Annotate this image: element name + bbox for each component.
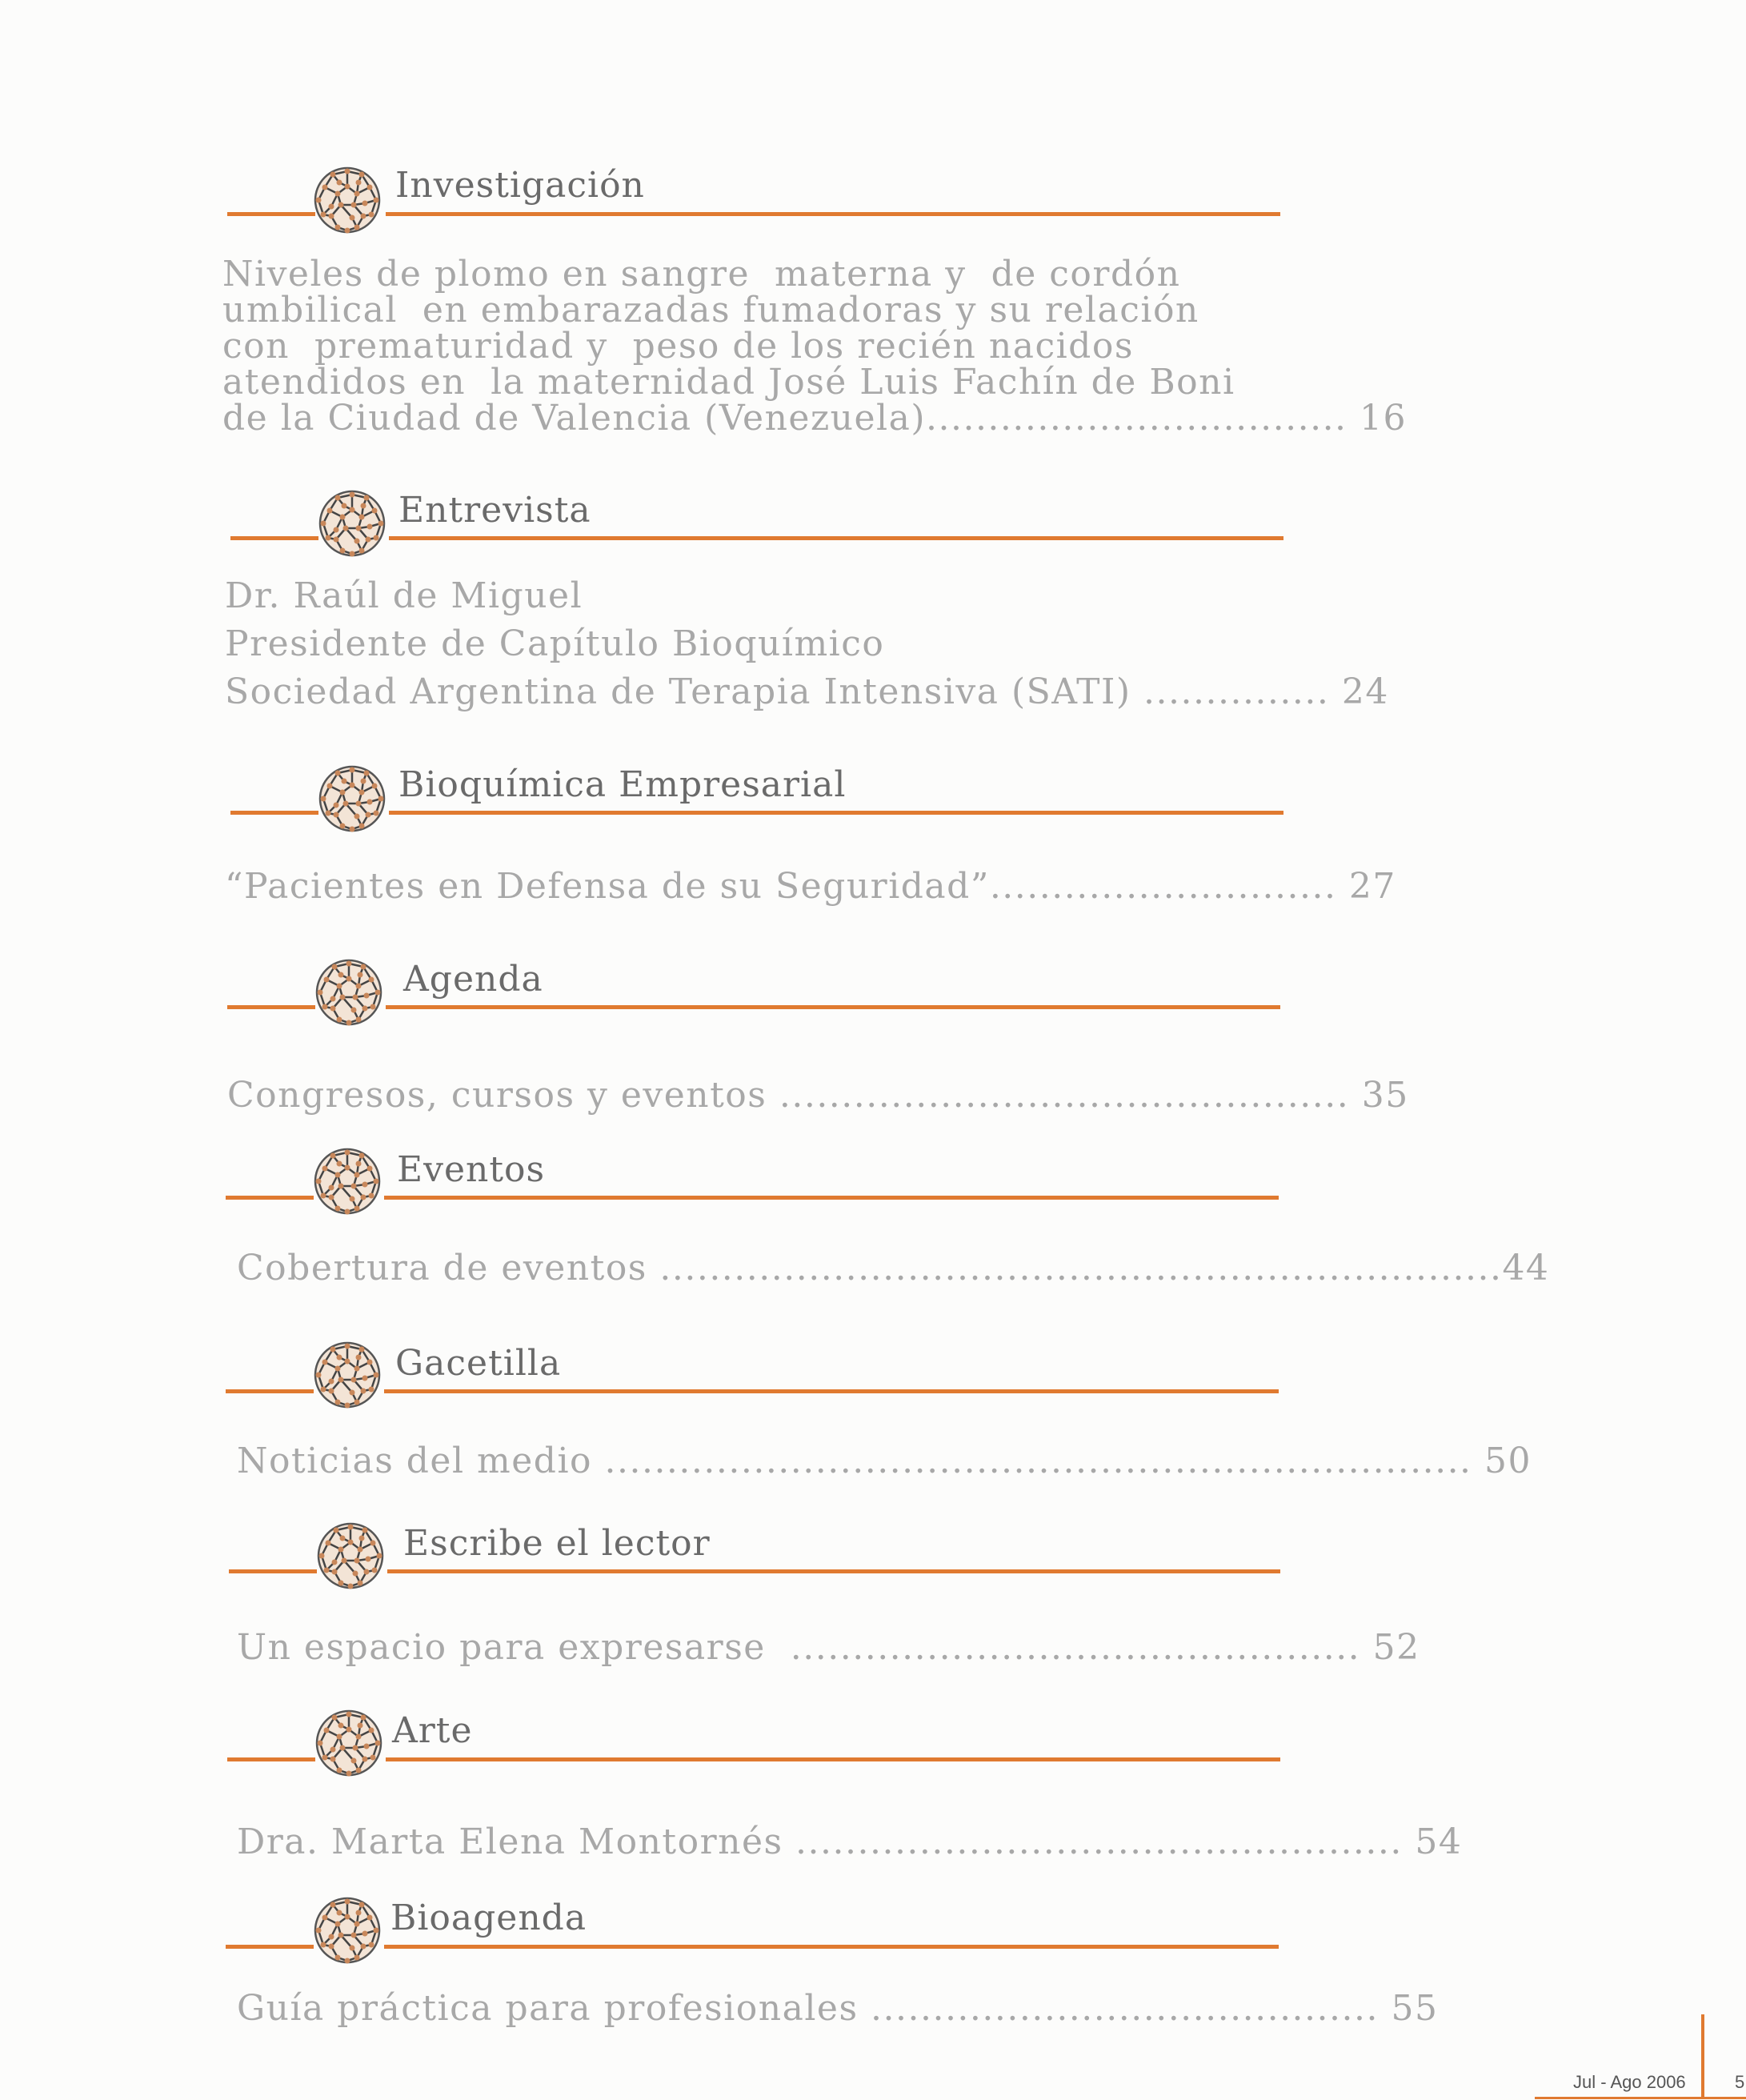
toc-entry-line[interactable]: Cobertura de eventos ....................................................................44 xyxy=(237,1248,1550,1288)
toc-entry-line[interactable]: Presidente de Capítulo Bioquímico xyxy=(225,623,885,664)
toc-entry-line[interactable]: Niveles de plomo en sangre materna y de cordón xyxy=(222,254,1181,295)
toc-entry-line[interactable]: “Pacientes en Defensa de su Seguridad”............................ 27 xyxy=(225,866,1396,907)
section-rule-right xyxy=(386,212,1280,216)
fullerene-molecule-icon xyxy=(317,488,387,559)
fullerene-molecule-icon xyxy=(312,165,382,235)
toc-entry-line[interactable]: Noticias del medio ...................................................................... 50 xyxy=(237,1441,1532,1481)
toc-entry-line[interactable]: Congresos, cursos y eventos .............................................. 35 xyxy=(227,1075,1409,1116)
section-rule-left xyxy=(226,1389,314,1393)
section-rule-right xyxy=(384,1389,1279,1393)
section-heading: Bioagenda xyxy=(390,1898,587,1938)
toc-entry-line[interactable]: Dr. Raúl de Miguel xyxy=(225,575,583,616)
section-rule-left xyxy=(226,1945,314,1949)
section-heading: Gacetilla xyxy=(395,1343,562,1384)
section-rule-left xyxy=(229,1569,317,1573)
section-rule-left xyxy=(227,212,315,216)
section-heading: Entrevista xyxy=(398,490,591,531)
section-rule-right xyxy=(389,811,1283,815)
toc-entry-line[interactable]: con prematuridad y peso de los recién nacidos xyxy=(222,326,1134,367)
section-heading: Eventos xyxy=(397,1149,546,1190)
toc-entry-line[interactable]: Un espacio para expresarse .............................................. 52 xyxy=(237,1627,1420,1668)
fullerene-molecule-icon xyxy=(312,1340,382,1410)
fullerene-molecule-icon xyxy=(314,1708,384,1778)
section-rule-right xyxy=(384,1945,1279,1949)
section-rule-left xyxy=(226,1196,314,1200)
footer-rule-vertical xyxy=(1701,2014,1704,2098)
section-heading: Arte xyxy=(392,1710,473,1751)
section-rule-right xyxy=(389,536,1283,540)
section-rule-left xyxy=(230,811,318,815)
fullerene-molecule-icon xyxy=(312,1895,382,1966)
footer-rule-horizontal xyxy=(1535,2097,1746,2099)
toc-entry-line[interactable]: Sociedad Argentina de Terapia Intensiva (SATI) ............... 24 xyxy=(225,671,1389,712)
toc-entry-line[interactable]: atendidos en la maternidad José Luis Fachín de Boni xyxy=(222,362,1235,403)
toc-entry-line[interactable]: Guía práctica para profesionales ......................................... 55 xyxy=(237,1988,1439,2029)
toc-entry-line[interactable]: de la Ciudad de Valencia (Venezuela).................................. 16 xyxy=(222,398,1408,439)
section-rule-right xyxy=(384,1196,1279,1200)
fullerene-molecule-icon xyxy=(315,1521,386,1591)
issue-date: Jul - Ago 2006 xyxy=(1573,2072,1686,2092)
fullerene-molecule-icon xyxy=(314,957,384,1028)
section-heading: Agenda xyxy=(403,959,543,1000)
fullerene-molecule-icon xyxy=(312,1146,382,1216)
fullerene-molecule-icon xyxy=(317,763,387,834)
section-rule-right xyxy=(386,1005,1280,1009)
toc-entry-line[interactable]: Dra. Marta Elena Montornés ................................................. 54 xyxy=(237,1821,1463,1862)
section-heading: Investigación xyxy=(395,165,645,206)
section-heading: Bioquímica Empresarial xyxy=(398,764,847,805)
section-rule-left xyxy=(230,536,318,540)
page-number: 5 xyxy=(1735,2072,1745,2092)
section-heading: Escribe el lector xyxy=(403,1523,711,1564)
section-rule-right xyxy=(387,1569,1280,1573)
section-rule-left xyxy=(227,1005,315,1009)
section-rule-right xyxy=(386,1757,1280,1761)
section-rule-left xyxy=(227,1757,315,1761)
toc-entry-line[interactable]: umbilical en embarazadas fumadoras y su relación xyxy=(222,290,1199,331)
